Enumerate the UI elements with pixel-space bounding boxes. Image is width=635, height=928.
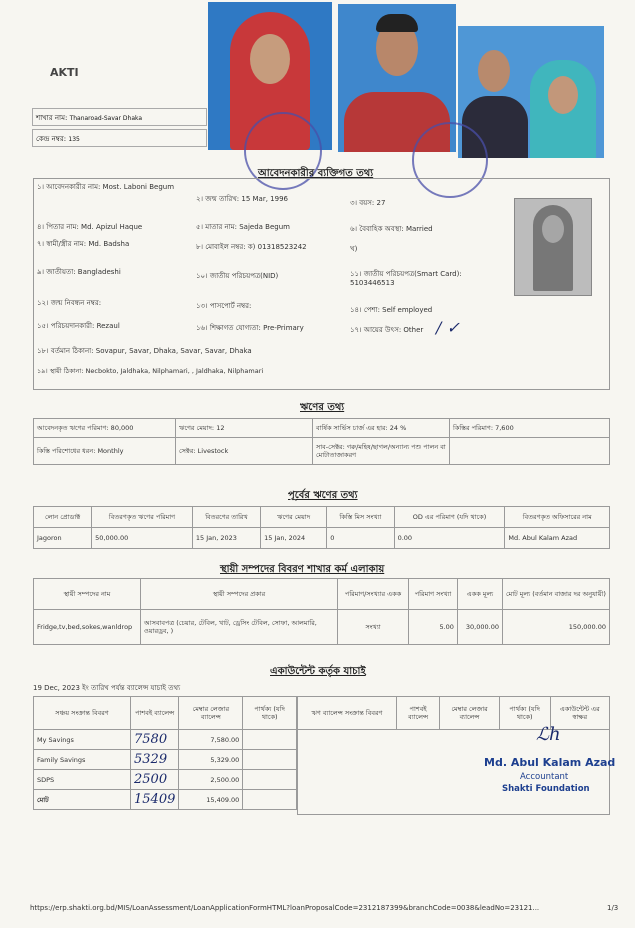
assets-header: একক মূল্য (457, 579, 502, 610)
profession: ১৪। পেশা: Self employed (350, 306, 433, 314)
savings-ledger: 7,580.00 (179, 730, 243, 750)
savings-name: SDPS (34, 770, 131, 790)
savings-header: সঞ্চয় সংক্রান্ত বিবরণ (34, 697, 131, 730)
mobile-number-b: খ) (350, 245, 358, 253)
loan-amount: আবেদনকৃত ঋণের পরিমাণ: 80,000 (34, 419, 176, 438)
loan-subsector: সাব-সেক্টর: গরু/মহিষ/ছাগল/অন্যান্য পশু পালন বা মোটাতাজাকরণ (313, 438, 450, 465)
husband-name: ৭। স্বামী/স্ত্রীর নাম: Md. Badsha (37, 240, 130, 248)
assets-header: পরিমাণ/সংখ্যার একক (338, 579, 409, 610)
footer-url[interactable]: https://erp.shakti.org.bd/MIS/LoanAssessment/LoanApplicationFormHTML?loanProposalCode=2312187399&branchCode=0038&leadNo=23121... (30, 904, 540, 912)
logo-text: AKTI (50, 66, 79, 79)
loan-sector: সেক্টর: Livestock (176, 438, 313, 465)
loan-balance-header: পাশবই ব্যালেন্স (397, 697, 440, 730)
savings-header: পাশবই ব্যালেন্স (131, 697, 179, 730)
savings-handwritten: 7580 (131, 730, 179, 750)
accountant-signature: ℒℎ (536, 724, 561, 745)
prev-loan-header: বিতরণকৃত অফিসারের নাম (505, 507, 610, 528)
passport: ১৩। পাসপোর্ট নম্বর: (196, 302, 252, 310)
savings-ledger: 5,329.00 (179, 750, 243, 770)
applicant-name: ১। আবেদনকারীর নাম: Most. Laboni Begum (37, 183, 175, 191)
accountant-sig-name: Md. Abul Kalam Azad (484, 756, 616, 769)
prev-loan-cell: 0 (327, 528, 394, 549)
nid: ১০। জাতীয় পরিচয়পত্র(NID) (196, 272, 279, 280)
assets-cell: 30,000.00 (457, 610, 502, 645)
father-name: ৪। পিতার নাম: Md. Apizul Haque (37, 223, 143, 231)
education: ১৬। শিক্ষাগত যোগ্যতা: Pre-Primary (196, 324, 304, 332)
birth-registration: ১২। জন্ম নিবন্ধন নম্বর: (37, 299, 102, 307)
balance-date-line: 19 Dec, 2023 ইং তারিখ পর্যন্ত ব্যালেন্স যাচাই তথ্য (33, 684, 181, 692)
empty-cell (450, 438, 610, 465)
branch-label: শাখার নাম: (36, 114, 68, 122)
assets-header: স্থায়ী সম্পদের প্রকার (141, 579, 338, 610)
assets-cell: আসবাবপত্র (চেয়ার, টেবিল, খাট, ড্রেসিং টেবিল, সোফা, আলমারি, ওয়ারড্রব, ) (141, 610, 338, 645)
savings-header: পার্থক্য (যদি থাকে) (243, 697, 297, 730)
payment-type: কিস্তি পরিশোধের ধরন: Monthly (34, 438, 176, 465)
date-of-birth: ২। জন্ম তারিখ: 15 Mar, 1996 (196, 195, 288, 203)
income-source: ১৭। আয়ের উৎস: Other (350, 326, 424, 334)
savings-total-handwritten: 15409 (131, 790, 179, 810)
present-address: ১৮। বর্তমান ঠিকানা: Sovapur, Savar, Dhaka, Savar, Savar, Dhaka (37, 347, 252, 355)
branch-row (32, 108, 207, 126)
prev-loan-cell: 50,000.00 (92, 528, 193, 549)
assets-cell: 150,000.00 (503, 610, 610, 645)
age: ৩। বয়স: 27 (350, 199, 386, 207)
marital-status: ৬। বৈবাহিক অবস্থা: Married (350, 225, 433, 233)
assets-header: মোট মূল্য (বর্তমান বাজার দর অনুযায়ী) (503, 579, 610, 610)
savings-header: মেম্বার লেজার ব্যালেন্স (179, 697, 243, 730)
prev-loan-header: বিতরণকৃত ঋণের পরিমাণ (92, 507, 193, 528)
loan-info-title: ঋণের তথ্য (300, 402, 345, 413)
accountant-title: একাউন্টেন্ট কর্তৃক যাচাই (270, 666, 366, 677)
assets-cell: সংখ্যা (338, 610, 409, 645)
assets-header: পরিমাণ সংখ্যা (409, 579, 458, 610)
loan-duration: ঋণের মেয়াদ: 12 (176, 419, 313, 438)
branch-value: Thanaroad-Savar Dhaka (69, 115, 143, 122)
personal-info-title: আবেদনকারীর ব্যক্তিগত তথ্য (258, 168, 374, 179)
savings-total-label: মোট (34, 790, 131, 810)
installment-amount: কিস্তির পরিমাণ: 7,600 (450, 419, 610, 438)
savings-diff (243, 730, 297, 750)
footer-page-number: 1/3 (607, 904, 619, 912)
prev-loan-title: পূর্বের ঋণের তথ্য (288, 490, 358, 501)
income-source-handwritten-mark: / ✓ (436, 318, 460, 337)
accountant-sig-org: Shakti Foundation (502, 784, 590, 794)
center-label: কেন্দ্র নম্বর: (36, 135, 67, 143)
prev-loan-cell: 0.00 (394, 528, 505, 549)
assets-table (33, 578, 610, 645)
savings-balance-table (33, 696, 297, 810)
savings-handwritten: 5329 (131, 750, 179, 770)
prev-loan-cell: Md. Abul Kalam Azad (505, 528, 610, 549)
savings-diff (243, 790, 297, 810)
accountant-sig-role: Accountant (520, 772, 569, 782)
loan-balance-header: একাউন্টেন্ট এর স্বাক্ষর (550, 697, 610, 730)
introducer: ১৫। পরিচয়দানকারী: Rezaul (37, 322, 120, 330)
prev-loan-header: কিস্তি মিস সংখ্যা (327, 507, 394, 528)
prev-loan-cell: Jagoron (34, 528, 92, 549)
loan-info-table (33, 418, 610, 465)
center-value: 135 (68, 136, 80, 143)
savings-total-ledger: 15,409.00 (179, 790, 243, 810)
savings-ledger: 2,500.00 (179, 770, 243, 790)
prev-loan-table (33, 506, 610, 549)
prev-loan-cell: 15 Jan, 2024 (261, 528, 327, 549)
permanent-address: ১৯। স্থায়ী ঠিকানা: Necbokto, Jaldhaka, Nilphamari, , Jaldhaka, Nilphamari (37, 367, 264, 375)
assets-cell: 5.00 (409, 610, 458, 645)
assets-header: স্থায়ী সম্পদের নাম (34, 579, 141, 610)
prev-loan-header: বিতরণের তারিখ (192, 507, 260, 528)
assets-title: স্থায়ী সম্পদের বিবরণ শাখার কর্ম এলাকায় (220, 564, 385, 575)
smart-card: ১১। জাতীয় পরিচয়পত্র(Smart Card): 5103446513 (350, 270, 462, 287)
savings-handwritten: 2500 (131, 770, 179, 790)
loan-balance-header: ঋণ ব্যালেন্স সংক্রান্ত বিবরণ (298, 697, 397, 730)
savings-diff (243, 750, 297, 770)
assets-cell: Fridge,tv,bed,sokes,wanldrop (34, 610, 141, 645)
service-charge: বার্ষিক সার্ভিস চার্জ এর হার: 24 % (313, 419, 450, 438)
loan-balance-header: মেম্বার লেজার ব্যালেন্স (440, 697, 500, 730)
savings-name: My Savings (34, 730, 131, 750)
prev-loan-cell: 15 Jan, 2023 (192, 528, 260, 549)
prev-loan-header: লোন প্রোডাক্ট (34, 507, 92, 528)
savings-name: Family Savings (34, 750, 131, 770)
savings-diff (243, 770, 297, 790)
center-row (32, 129, 207, 147)
prev-loan-header: ঋণের মেয়াদ (261, 507, 327, 528)
mother-name: ৫। মাতার নাম: Sajeda Begum (196, 223, 290, 231)
mobile-number: ৮। মোবাইল নম্বর: ক) 01318523242 (196, 243, 307, 251)
nationality: ৯। জাতীয়তা: Bangladeshi (37, 268, 121, 276)
prev-loan-header: OD এর পরিমাণ (যদি থাকে) (394, 507, 505, 528)
applicant-small-photo (514, 198, 592, 296)
loan-balance-header: পার্থক্য (যদি থাকে) (499, 697, 550, 730)
